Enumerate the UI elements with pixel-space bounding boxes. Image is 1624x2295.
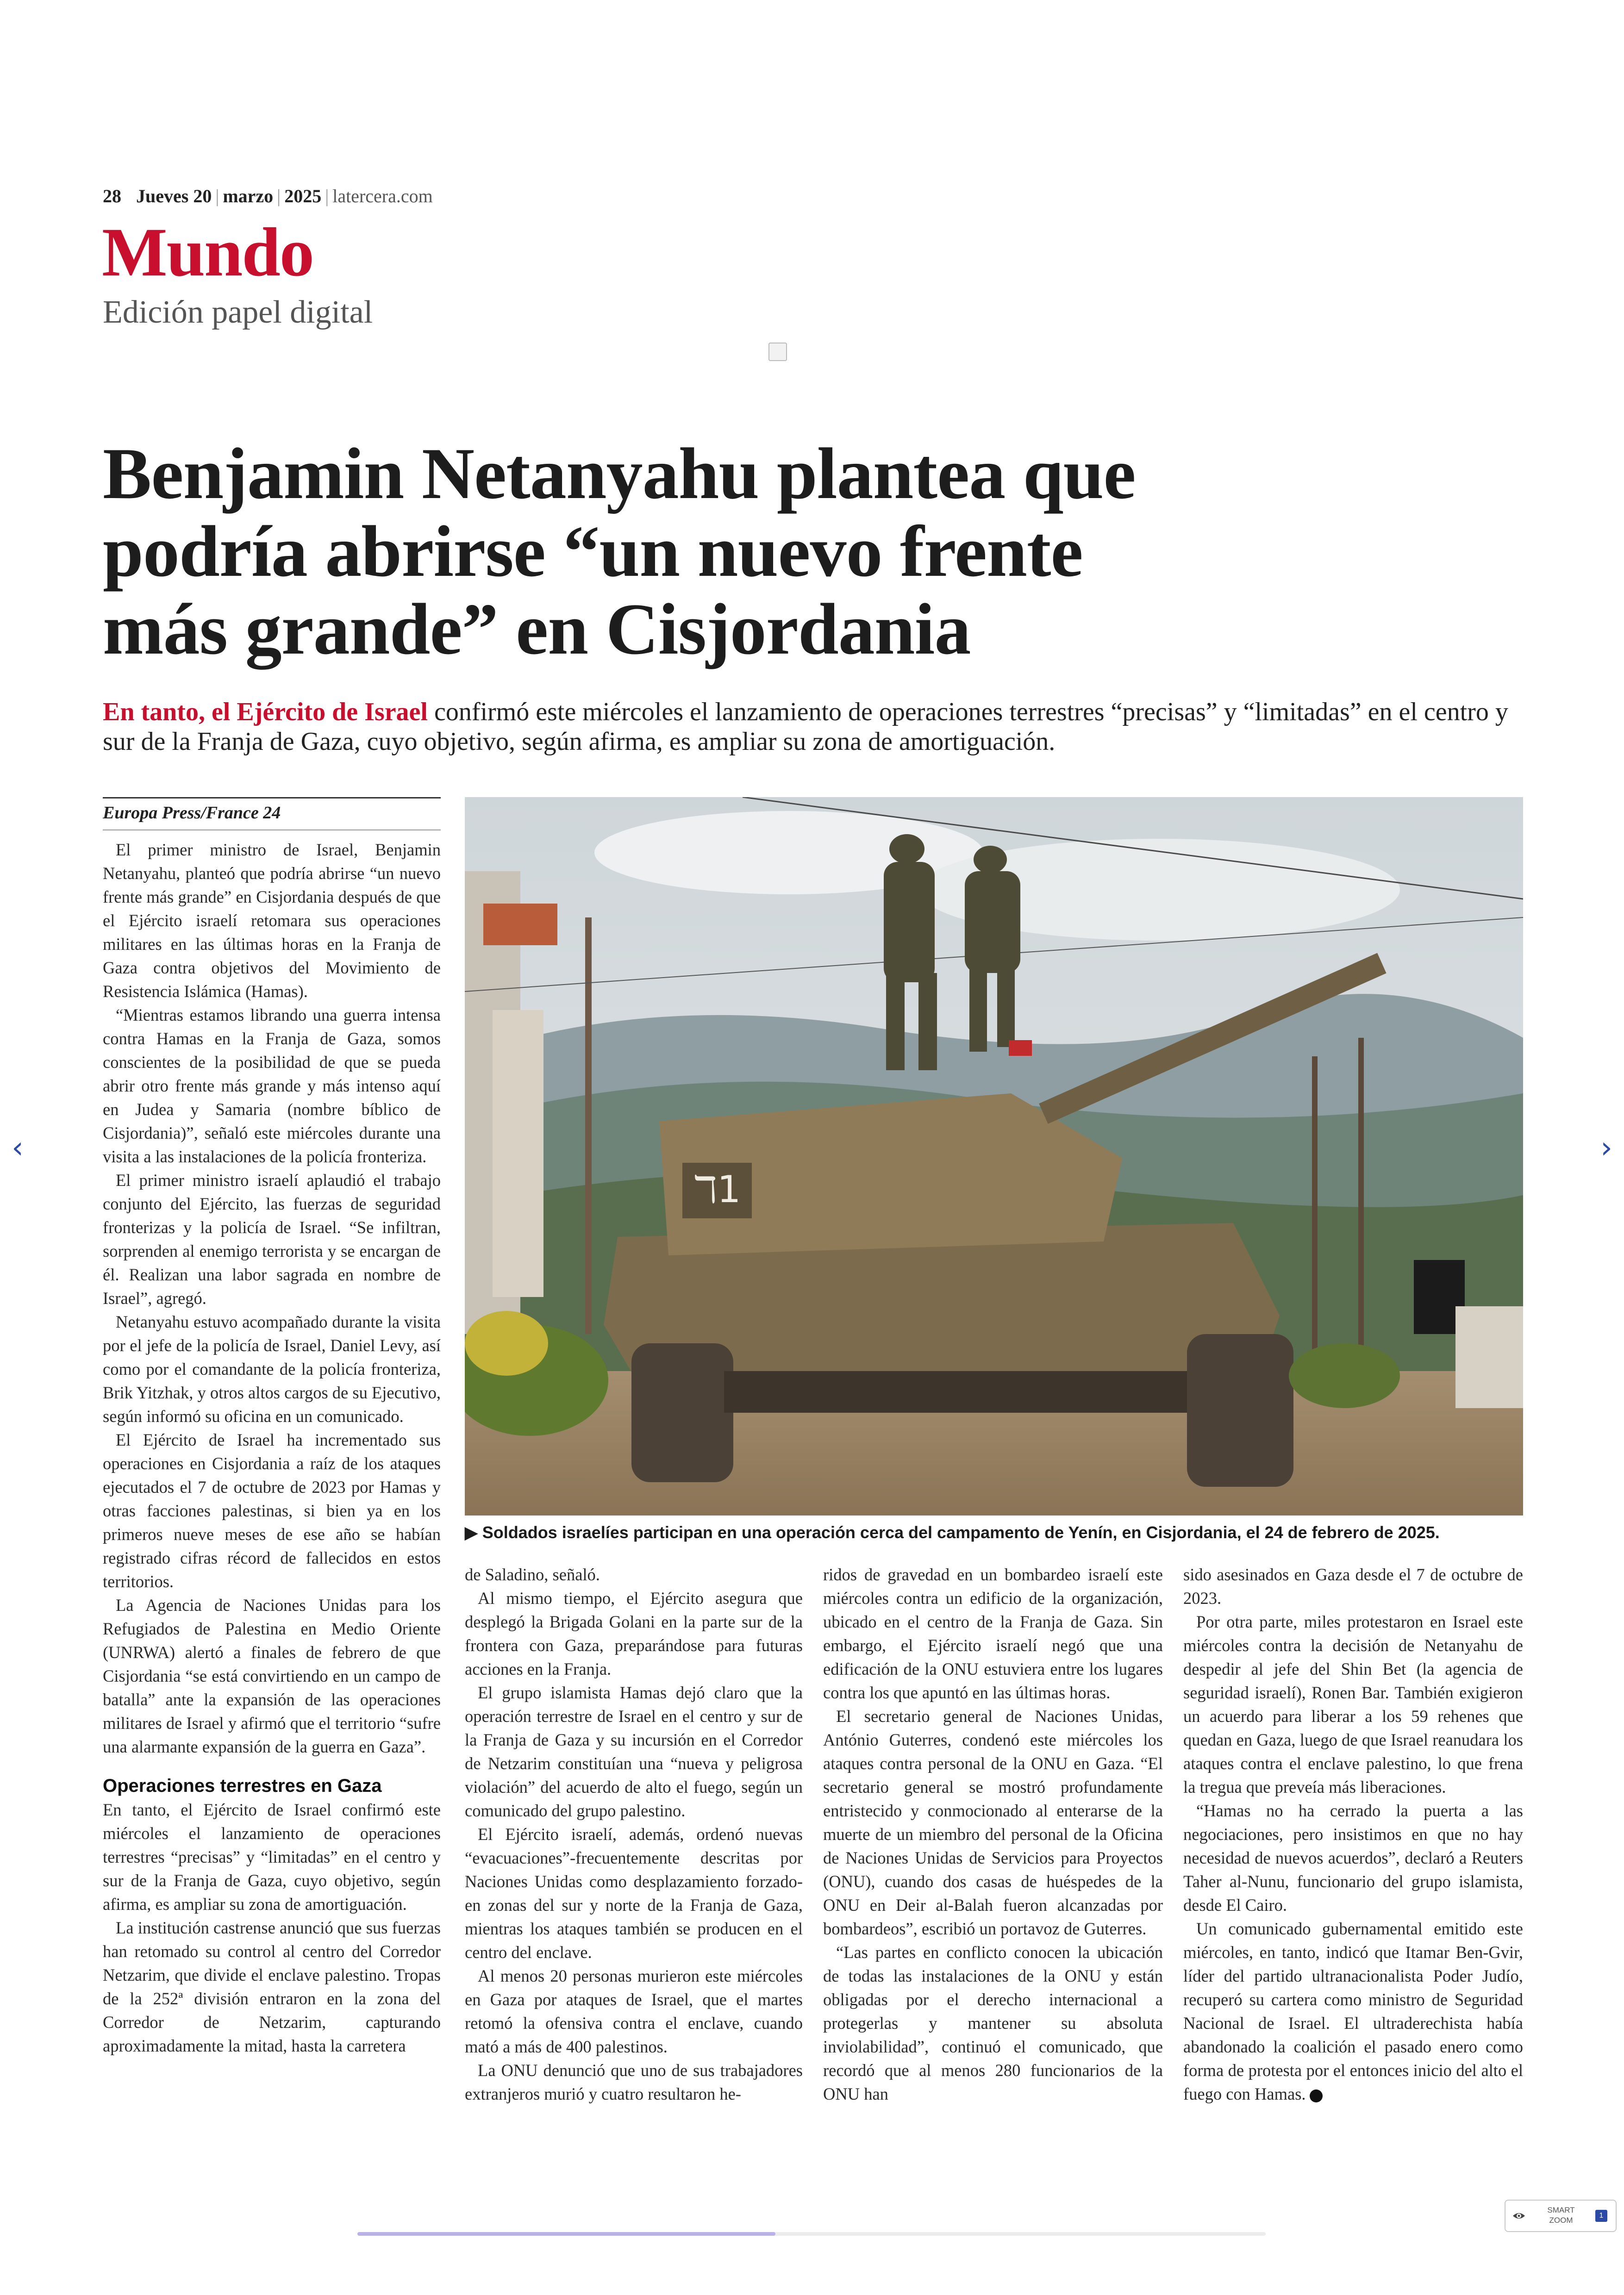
subheading: Operaciones terrestres en Gaza — [103, 1776, 382, 1796]
zoom-badge: 1 — [1595, 2210, 1607, 2222]
article-column-1 — [103, 838, 441, 2058]
paragraph: Netanyahu estuvo acompañado durante la visita por el jefe de la policía de Israel, Daniel Levy, así como por el comandante de la policía fronteriza, Brik Yitzhak, y otros altos cargos de su Ejecutivo, según informó su oficina en un comunicado. — [103, 1312, 441, 1426]
paragraph: La institución castrense anunció que sus fuerzas han retomado su control al centro del Corredor Netzarim, que divide el enclave palestino. Tropas de la 252ª división entraron en la zona del Corredor de Netzarim, capturando aproximadamente la mitad, hasta la carretera — [103, 1918, 441, 2055]
issue-month: marzo — [223, 186, 274, 206]
article-column-4 — [1183, 1563, 1523, 2106]
source-rule — [103, 797, 441, 798]
headline-line: Benjamin Netanyahu plantea que — [103, 433, 1136, 514]
paragraph — [1183, 1917, 1523, 2106]
headline-line: podría abrirse “un nuevo frente — [103, 511, 1083, 592]
issue-line: 28 Jueves 20 | marzo | 2025 | latercera.com — [103, 186, 433, 206]
smart-zoom-label: SMART ZOOM — [1547, 2206, 1575, 2225]
article-column-2 — [465, 1563, 803, 2106]
paragraph: “Las partes en conflicto conocen la ubicación de todas las instalaciones de la ONU y están obligadas por el derecho internacional a protegerlas y mantener su absoluta inviolabilidad”, continuó el comunicado, que recordó que al menos 280 funcionarios de la ONU han — [823, 1943, 1163, 2103]
end-mark-icon — [1310, 2089, 1323, 2102]
paragraph: El primer ministro de Israel, Benjamin Netanyahu, planteó que podría abrirse “un nuevo frente más grande” en Cisjordania después de que el Ejército israelí retomara sus operaciones militares en las últimas horas en la Franja de Gaza contra objetivos del Movimiento de Resistencia Islámica (Hamas). — [103, 840, 441, 1001]
paragraph: Al menos 20 personas murieron este miércoles en Gaza por ataques de Israel, que el martes retomó la ofensiva contra el enclave, cuando mató a más de 400 palestinos. — [465, 1966, 803, 2056]
page-number: 28 — [103, 186, 121, 206]
paragraph: de Saladino, señaló. — [465, 1565, 600, 1584]
paragraph: El secretario general de Naciones Unidas, António Guterres, condenó este miércoles los ataques contra personal de la ONU en Gaza. “El secretario general se mostró profundamente entristecido y conmocionado al enterarse de la muerte de un miembro del personal de la Oficina de Naciones Unidas de Servicios para Proyectos (ONU), cuando dos casas de huéspedes de la ONU en Deir al-Balah fueron alcanzadas por bombardeos”, escribió un portavoz de Guterres. — [823, 1707, 1163, 1938]
photo-caption: ▶ Soldados israelíes participan en una operación cerca del campamento de Yenín, en Cisjordania, el 24 de febrero de 2025. — [465, 1523, 1440, 1542]
paragraph: “Mientras estamos librando una guerra intensa contra Hamas en la Franja de Gaza, somos conscientes de la posibilidad de que se pueda abrir otro frente más grande y más intenso aquí en Judea y Samaria (nombre bíblico de Cisjordania)”, señaló este miércoles durante una visita a las instalaciones de la policía fronteriza. — [103, 1005, 441, 1166]
paragraph: En tanto, el Ejército de Israel confirmó este miércoles el lanzamiento de operaciones terrestres “precisas” y “limitadas” en el centro y sur de la Franja de Gaza, cuyo objetivo, según afirma, es ampliar su zona de amortiguación. — [103, 1800, 441, 1914]
article-photo — [465, 797, 1523, 1515]
eye-icon — [1512, 2209, 1526, 2223]
headline-line: más grande” en Cisjordania — [103, 589, 971, 670]
paragraph: “Hamas no ha cerrado la puerta a las negociaciones, pero insistimos en que no hay necesidad de nuevos acuerdos”, declaró a Reuters Taher al-Nunu, funcionario del grupo islamista, desde El Cairo. — [1183, 1801, 1523, 1915]
headline — [103, 435, 1445, 668]
next-page-button[interactable] — [1593, 1129, 1620, 1166]
paragraph: El grupo islamista Hamas dejó claro que la operación terrestre de Israel en el centro y sur de la Franja de Gaza y su incursión en el Corredor de Netzarim constituían una “nueva y peligrosa violación” del acuerdo de alto el fuego, según un comunicado del grupo palestino. — [465, 1683, 803, 1820]
page-marker-icon — [768, 343, 787, 361]
previous-page-button[interactable] — [4, 1129, 31, 1166]
issue-day: Jueves 20 — [136, 186, 212, 206]
chevron-left-icon: ‹ — [12, 1131, 24, 1165]
section-title: Mundo — [102, 214, 313, 291]
tank-marking: ℸ1 — [693, 1168, 741, 1211]
smart-zoom-button[interactable] — [1505, 2200, 1617, 2232]
issue-year: 2025 — [284, 186, 322, 206]
paragraph: ridos de gravedad en un bombardeo israelí este miércoles contra un edificio de la organización, ubicado en el centro de la Franja de Gaza. Sin embargo, el Ejército israelí negó que una edificación de la ONU estuviera entre los lugares contra los que apuntó en las últimas horas. — [823, 1565, 1163, 1702]
paragraph-text: Un comunicado gubernamental emitido este miércoles, en tanto, indicó que Itamar Ben-Gvir, líder del partido ultranacionalista Poder Judío, recuperó su cartera como ministro de Seguridad Nacional de Israel. El ultraderechista había abandonado la coalición el pasado enero como forma de protesta por el entonces inicio del alto el fuego con Hamas. — [1183, 1919, 1523, 2103]
dek-text: confirmó este miércoles el lanzamiento de operaciones terrestres “precisas” y “limitadas” en el centro y sur de la Franja de Gaza, cuyo objetivo, según afirma, es ampliar su zona de amortiguación. — [103, 698, 1508, 756]
paragraph: Al mismo tiempo, el Ejército asegura que desplegó la Brigada Golani en la parte sur de la frontera con Gaza, preparándose para futuras acciones en la Franja. — [465, 1589, 803, 1678]
paragraph: El Ejército de Israel ha incrementado sus operaciones en Cisjordania a raíz de los ataques ejecutados el 7 de octubre de 2023 por Hamas y otras facciones palestinas, si bien ya en los primeros nueve meses de ese año se habían registrado cifras récord de fallecidos en estos territorios. — [103, 1430, 441, 1591]
edition-label: Edición papel digital — [103, 294, 373, 330]
article-column-3 — [823, 1563, 1163, 2106]
chevron-right-icon: › — [1600, 1131, 1612, 1165]
source-rule-bottom — [103, 829, 441, 830]
paragraph: La ONU denunció que uno de sus trabajadores extranjeros murió y cuatro resultaron he- — [465, 2061, 803, 2103]
paragraph: El primer ministro israelí aplaudió el trabajo conjunto del Ejército, las fuerzas de seguridad fronterizas y la policía de Israel. “Se infiltran, sorprenden al enemigo terrorista y se encargan de él. Realizan una labor sagrada en nombre de Israel”, agregó. — [103, 1171, 441, 1308]
dek-lead: En tanto, el Ejército de Israel — [103, 698, 428, 726]
page-progress-fill — [357, 2232, 775, 2236]
dek — [103, 697, 1519, 756]
paragraph: El Ejército israelí, además, ordenó nuevas “evacuaciones”-frecuentemente descritas por Naciones Unidas como desplazamiento forzado- en zonas del sur y norte de la Franja de Gaza, mientras los ataques también se producen en el centro del enclave. — [465, 1825, 803, 1962]
site-name: latercera.com — [332, 186, 433, 206]
paragraph: Por otra parte, miles protestaron en Israel este miércoles contra la decisión de Netanyahu de despedir al jefe del Shin Bet (la agencia de seguridad israelí), Ronen Bar. También exigieron un acuerdo para liberar a los 59 rehenes que quedan en Gaza, luego de que Israel reanudara los ataques contra el enclave palestino, lo que frena la tregua que preveía más liberaciones. — [1183, 1612, 1523, 1796]
paragraph: sido asesinados en Gaza desde el 7 de octubre de 2023. — [1183, 1565, 1523, 1608]
byline-source: Europa Press/France 24 — [103, 803, 281, 823]
tank-photo-illustration — [465, 797, 1523, 1515]
paragraph: La Agencia de Naciones Unidas para los Refugiados de Palestina en Medio Oriente (UNRWA) alertó a finales de febrero de que Cisjordania “se está convirtiendo en un campo de batalla” ante la expansión de las operaciones militares de Israel y afirmó que el territorio “sufre una alarmante expansión de la guerra en Gaza”. — [103, 1596, 441, 1756]
